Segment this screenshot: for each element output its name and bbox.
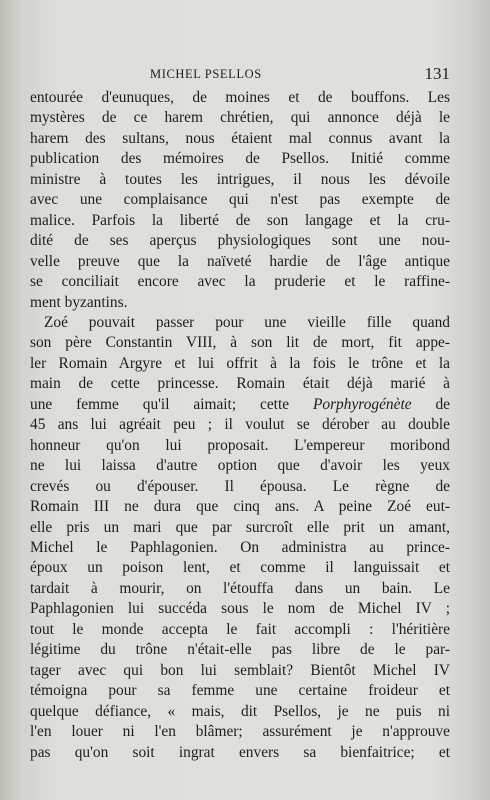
text-line: harem des sultans, nous étaient mal connus avant la (30, 129, 450, 147)
text-line: entourée d'eunuques, de moines et de bouffons. Les (30, 89, 450, 106)
body-text (30, 88, 450, 763)
text-line: ministre à toutes les intrigues, il nous les dévoile (30, 170, 450, 188)
text-line: 45 ans lui agréait peu ; il voulut se dérober au double (30, 416, 450, 434)
running-head: MICHEL PSELLOS (150, 67, 262, 81)
text-line: publication des mémoires de Psellos. Initié comme (30, 150, 450, 168)
text-line: Zoé pouvait passer pour une vieille fille quand (44, 313, 450, 331)
text-line: quelque défiance, « mais, dit Psellos, je ne puis ni (30, 702, 450, 720)
text-line: pas qu'on soit ingrat envers sa bienfaitrice; et (30, 743, 450, 761)
text-line: ler Romain Argyre et lui offrit à la fois le trône et la (30, 354, 450, 372)
text-line: ment byzantins. (30, 293, 128, 311)
text-line: tout le monde accepta le fait accompli : l'héritière (30, 620, 450, 638)
text-line: une femme qu'il aimait; cette Porphyrogénète de (30, 395, 450, 413)
text-line: Romain III ne dura que cinq ans. A peine Zoé eut- (30, 498, 450, 516)
text-line: elle pris un mari que par surcroît elle prit un amant, (30, 518, 450, 536)
text-line: honneur qu'on lui proposait. L'empereur moribond (30, 436, 450, 454)
text-line: mystères de ce harem chrétien, qui annonce déjà le (30, 109, 450, 127)
paragraph-2 (30, 313, 450, 763)
text-line: époux un poison lent, et comme il languissait et (30, 559, 450, 577)
page-number: 131 (424, 64, 450, 83)
text-line: se conciliait encore avec la pruderie et le raffine- (30, 273, 450, 291)
text-line: tager avec qui bon lui semblait? Bientôt Michel IV (30, 661, 450, 679)
text-line: crevés ou d'épouser. Il épousa. Le règne de (30, 477, 450, 495)
text-line: ne lui laissa d'autre option que d'avoir les yeux (30, 457, 450, 475)
text-line: Paphlagonien lui succéda sous le nom de Michel IV ; (30, 600, 450, 618)
text-line: malice. Parfois la liberté de son langage et la cru- (30, 211, 450, 229)
italic-term: Porphyrogénète (312, 395, 412, 413)
text-line: Michel le Paphlagonien. On administra au prince- (30, 538, 450, 556)
text-line: dité de ses aperçus physiologiques sont une nou- (30, 232, 450, 250)
page-header (30, 64, 450, 84)
paragraph-1 (30, 88, 450, 313)
text-line: son père Constantin VIII, à son lit de mort, fit appe- (30, 334, 450, 352)
text-line: velle preuve que la naïveté hardie de l'âge antique (30, 252, 450, 270)
text-line: légitime du trône n'était-elle pas libre de le par- (30, 641, 450, 659)
text-line: témoigna pour sa femme une certaine froideur et (30, 682, 450, 700)
text-line: main de cette princesse. Romain était déjà marié à (30, 375, 450, 393)
text-line: l'en louer ni l'en blâmer; assurément je n'approuve (30, 723, 450, 741)
text-line: tardait à mourir, on l'étouffa dans un bain. Le (30, 579, 450, 597)
text-line: avec une complaisance qui n'est pas exempte de (30, 191, 450, 209)
